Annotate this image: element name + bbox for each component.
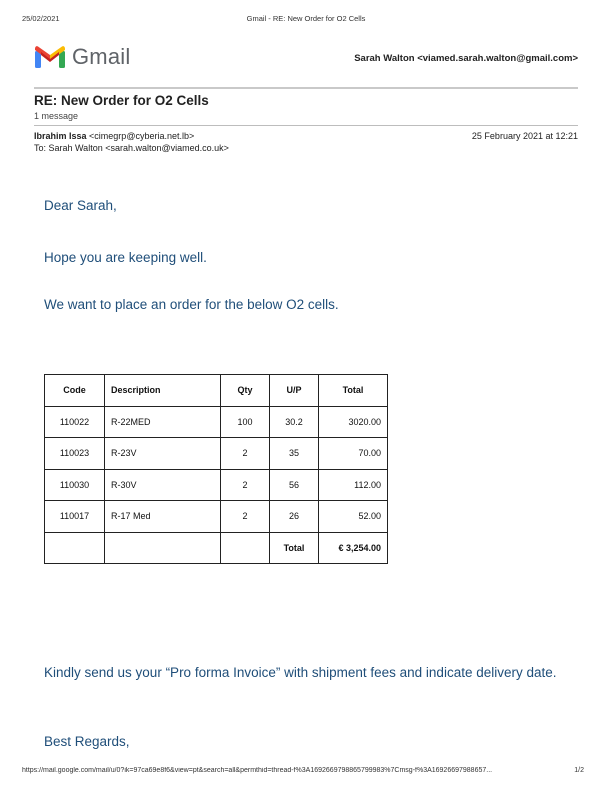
order-table: [44, 374, 388, 564]
cell-qty: 2: [221, 438, 270, 470]
account-label: Sarah Walton <viamed.sarah.walton@gmail.com>: [354, 53, 578, 64]
table-total-row: [45, 532, 388, 564]
print-title: Gmail - RE: New Order for O2 Cells: [246, 14, 366, 23]
cell-qty: 2: [221, 469, 270, 501]
gmail-m-icon: [34, 45, 66, 69]
column-header-description: Description: [105, 375, 221, 407]
empty-cell: [45, 532, 105, 564]
page-number: 1/2: [574, 767, 584, 774]
cell-unit-price: 56: [270, 469, 319, 501]
table-row: [45, 469, 388, 501]
print-date: 25/02/2021: [22, 14, 60, 23]
cell-code: 110022: [45, 406, 105, 438]
table-row: [45, 406, 388, 438]
table-header-row: [45, 375, 388, 407]
recipient-line: To: Sarah Walton <sarah.walton@viamed.co.uk>: [34, 143, 229, 153]
column-header-code: Code: [45, 375, 105, 407]
cell-code: 110023: [45, 438, 105, 470]
cell-unit-price: 30.2: [270, 406, 319, 438]
message-count: 1 message: [34, 111, 79, 121]
gmail-wordmark: Gmail: [72, 44, 131, 69]
cell-qty: 100: [221, 406, 270, 438]
thread-subject: RE: New Order for O2 Cells: [34, 93, 209, 108]
table-row: [45, 501, 388, 533]
cell-unit-price: 26: [270, 501, 319, 533]
empty-cell: [105, 532, 221, 564]
column-header-unit-price: U/P: [270, 375, 319, 407]
cell-unit-price: 35: [270, 438, 319, 470]
cell-code: 110017: [45, 501, 105, 533]
column-header-qty: Qty: [221, 375, 270, 407]
cell-description: R-17 Med: [105, 501, 221, 533]
gmail-logo: [34, 44, 130, 70]
column-header-total: Total: [319, 375, 388, 407]
cell-description: R-22MED: [105, 406, 221, 438]
cell-description: R-30V: [105, 469, 221, 501]
cell-total: 112.00: [319, 469, 388, 501]
email-greeting: Dear Sarah,: [44, 198, 117, 213]
email-regards: Best Regards,: [44, 734, 130, 749]
cell-description: R-23V: [105, 438, 221, 470]
cell-total: 3020.00: [319, 406, 388, 438]
sender-name: Ibrahim Issa: [34, 131, 87, 141]
cell-code: 110030: [45, 469, 105, 501]
total-value: € 3,254.00: [319, 532, 388, 564]
cell-total: 52.00: [319, 501, 388, 533]
cell-total: 70.00: [319, 438, 388, 470]
footer-url: https://mail.google.com/mail/u/0?ik=97ca69e8f6&view=pt&search=all&permthid=thread-f%3A1692669798865799983%7Cmsg-f%3A16926697988657...: [22, 767, 493, 774]
table-row: [45, 438, 388, 470]
email-closing-request: Kindly send us your “Pro forma Invoice” with shipment fees and indicate delivery date.: [44, 665, 557, 680]
header-divider: [34, 87, 578, 89]
subject-divider: [34, 125, 578, 126]
cell-qty: 2: [221, 501, 270, 533]
sent-date: 25 February 2021 at 12:21: [471, 131, 578, 141]
email-line-1: Hope you are keeping well.: [44, 250, 207, 265]
sender-email[interactable]: <cimegrp@cyberia.net.lb>: [89, 131, 195, 141]
email-line-2: We want to place an order for the below O2 cells.: [44, 297, 339, 312]
sender-line: [34, 131, 194, 141]
empty-cell: [221, 532, 270, 564]
total-label: Total: [270, 532, 319, 564]
